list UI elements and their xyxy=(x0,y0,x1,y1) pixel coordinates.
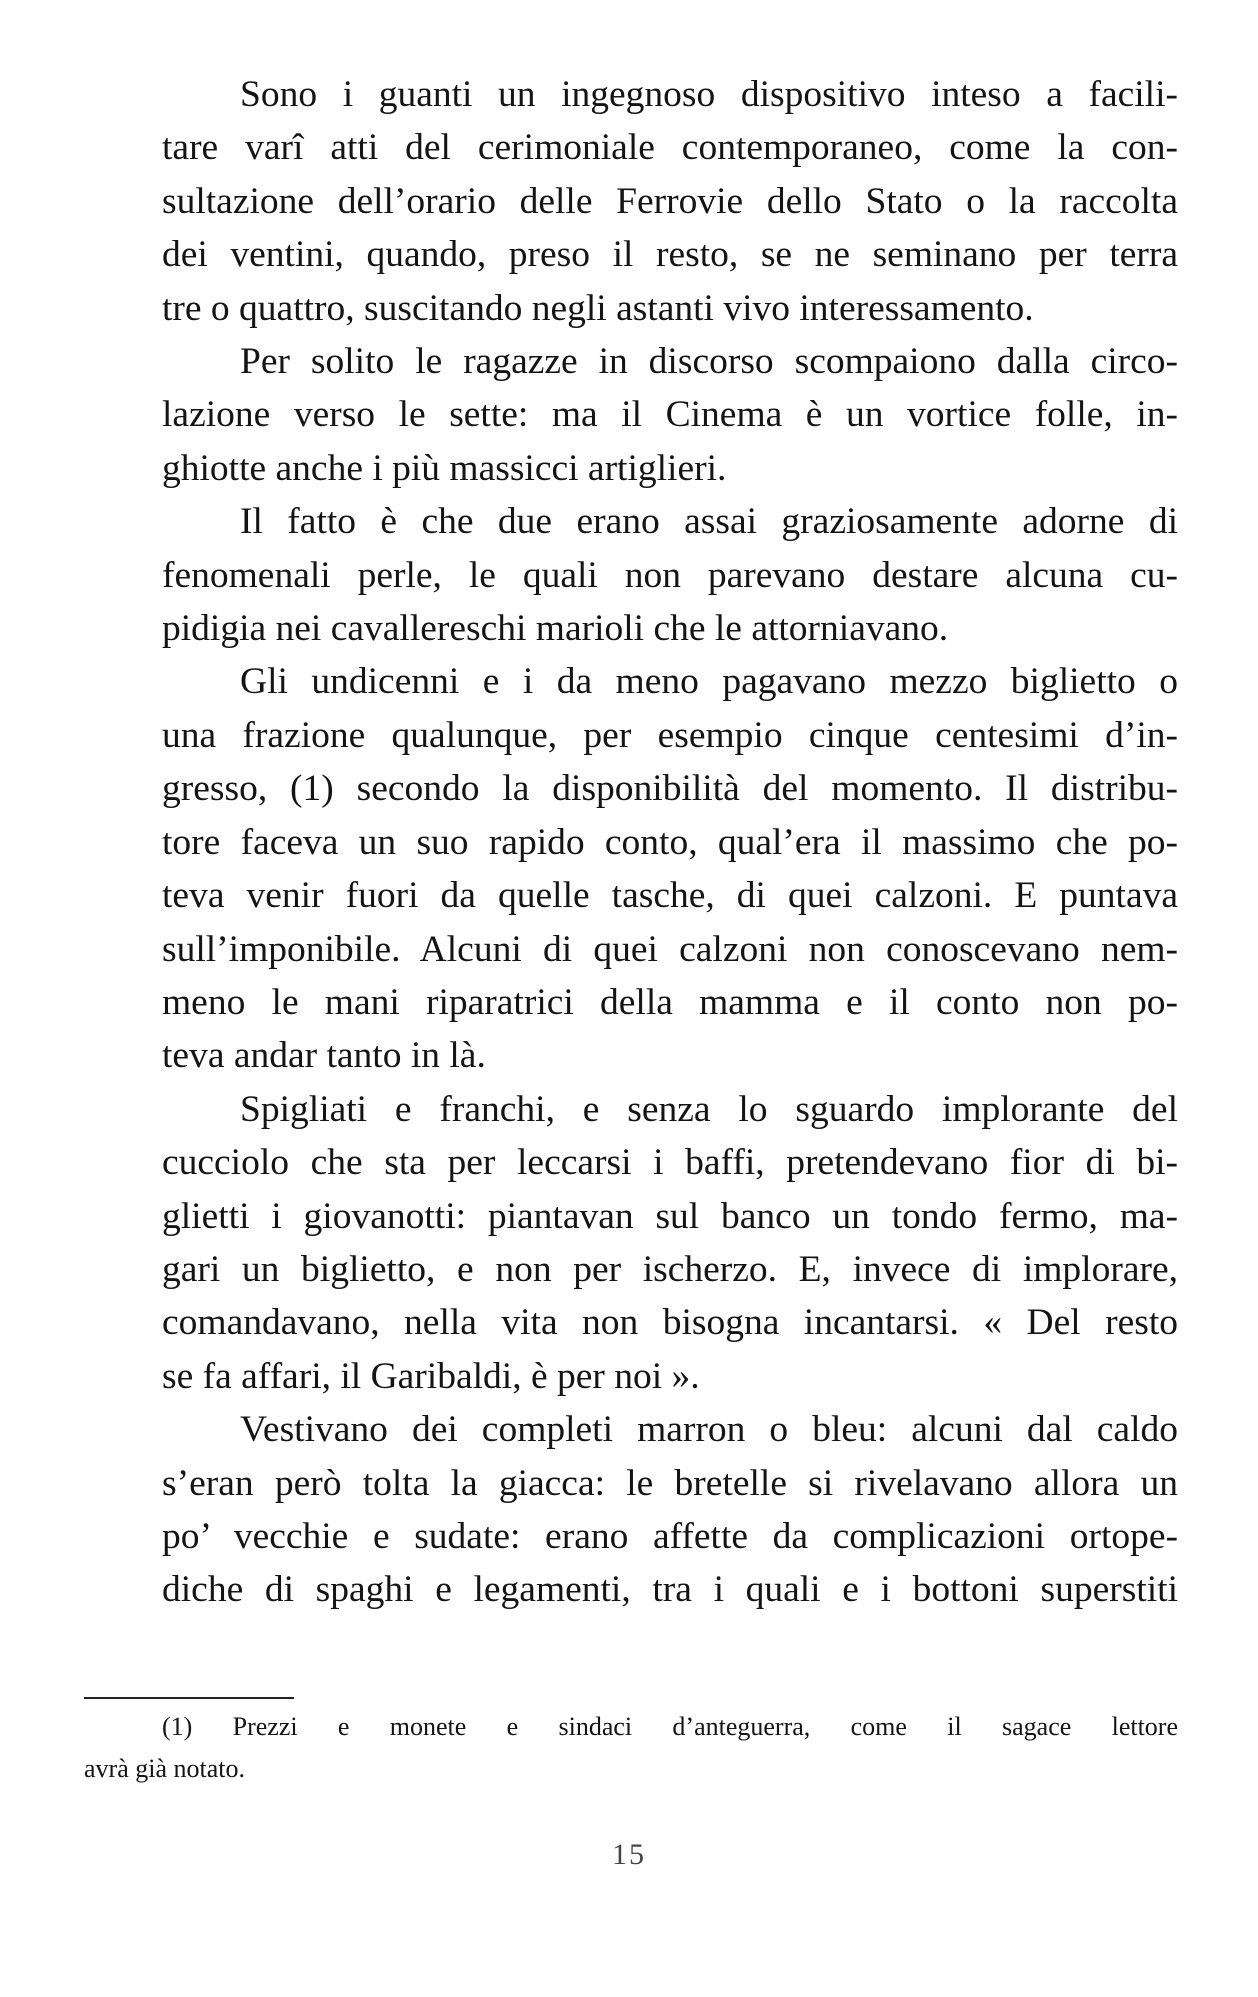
text-line: gresso, (1) secondo la disponibilità del momento. Il distribu- xyxy=(162,768,1178,810)
text-line: Per solito le ragazze in discorso scompaiono dalla circo- xyxy=(240,341,1178,383)
page-body xyxy=(84,68,1178,1617)
text-line: comandavano, nella vita non bisogna incantarsi. « Del resto xyxy=(162,1302,1178,1344)
text-line: teva venir fuori da quelle tasche, di quei calzoni. E puntava xyxy=(162,875,1178,917)
footnote-line: avrà già notato. xyxy=(84,1754,245,1783)
text-line: ghiotte anche i più massicci artiglieri. xyxy=(162,447,727,489)
text-line: tare varî atti del cerimoniale contemporaneo, come la con- xyxy=(162,127,1178,169)
paragraph-5 xyxy=(84,1083,1178,1403)
footnote xyxy=(84,1706,1178,1790)
paragraph-1 xyxy=(84,68,1178,335)
text-line: meno le mani riparatrici della mamma e il conto non po- xyxy=(162,981,1178,1023)
text-line: Il fatto è che due erano assai graziosamente adorne di xyxy=(240,501,1178,543)
text-line: sull’imponibile. Alcuni di quei calzoni non conoscevano nem- xyxy=(162,928,1178,970)
text-line: pidigia nei cavallereschi marioli che le attorniavano. xyxy=(162,608,949,650)
paragraph-2 xyxy=(84,335,1178,495)
text-line: gari un biglietto, e non per ischerzo. E, invece di implorare, xyxy=(162,1248,1178,1290)
text-line: Spigliati e franchi, e senza lo sguardo implorante del xyxy=(240,1088,1178,1130)
text-line: fenomenali perle, le quali non parevano destare alcuna cu- xyxy=(162,554,1178,596)
page-number: 15 xyxy=(612,1838,646,1871)
text-line: diche di spaghi e legamenti, tra i quali e i bottoni superstiti xyxy=(162,1569,1178,1611)
text-line: se fa affari, il Garibaldi, è per noi ». xyxy=(162,1355,700,1397)
text-line: una frazione qualunque, per esempio cinque centesimi d’in- xyxy=(162,714,1178,756)
text-line: lazione verso le sette: ma il Cinema è un vortice folle, in- xyxy=(162,394,1178,436)
text-line: Vestivano dei completi marron o bleu: alcuni dal caldo xyxy=(240,1409,1178,1451)
text-line: tre o quattro, suscitando negli astanti vivo interessamento. xyxy=(162,287,1034,329)
text-line: glietti i giovanotti: piantavan sul banco un tondo fermo, ma- xyxy=(162,1195,1178,1237)
footnote-divider xyxy=(84,1697,294,1699)
text-line: teva andar tanto in là. xyxy=(162,1035,486,1077)
text-line: Gli undicenni e i da meno pagavano mezzo biglietto o xyxy=(240,661,1178,703)
paragraph-6 xyxy=(84,1403,1178,1617)
text-line: tore faceva un suo rapido conto, qual’era il massimo che po- xyxy=(162,821,1178,863)
text-line: dei ventini, quando, preso il resto, se ne seminano per terra xyxy=(162,234,1178,276)
text-line: sultazione dell’orario delle Ferrovie dello Stato o la raccolta xyxy=(162,180,1178,222)
text-line: s’eran però tolta la giacca: le bretelle si rivelavano allora un xyxy=(162,1462,1178,1504)
paragraph-4 xyxy=(84,655,1178,1082)
paragraph-3 xyxy=(84,495,1178,655)
footnote-line: (1) Prezzi e monete e sindaci d’anteguerra, come il sagace lettore xyxy=(162,1712,1178,1741)
text-line: Sono i guanti un ingegnoso dispositivo inteso a facili- xyxy=(240,74,1178,115)
text-line: po’ vecchie e sudate: erano affette da complicazioni ortope- xyxy=(162,1515,1178,1557)
text-line: cucciolo che sta per leccarsi i baffi, pretendevano fior di bi- xyxy=(162,1142,1178,1184)
